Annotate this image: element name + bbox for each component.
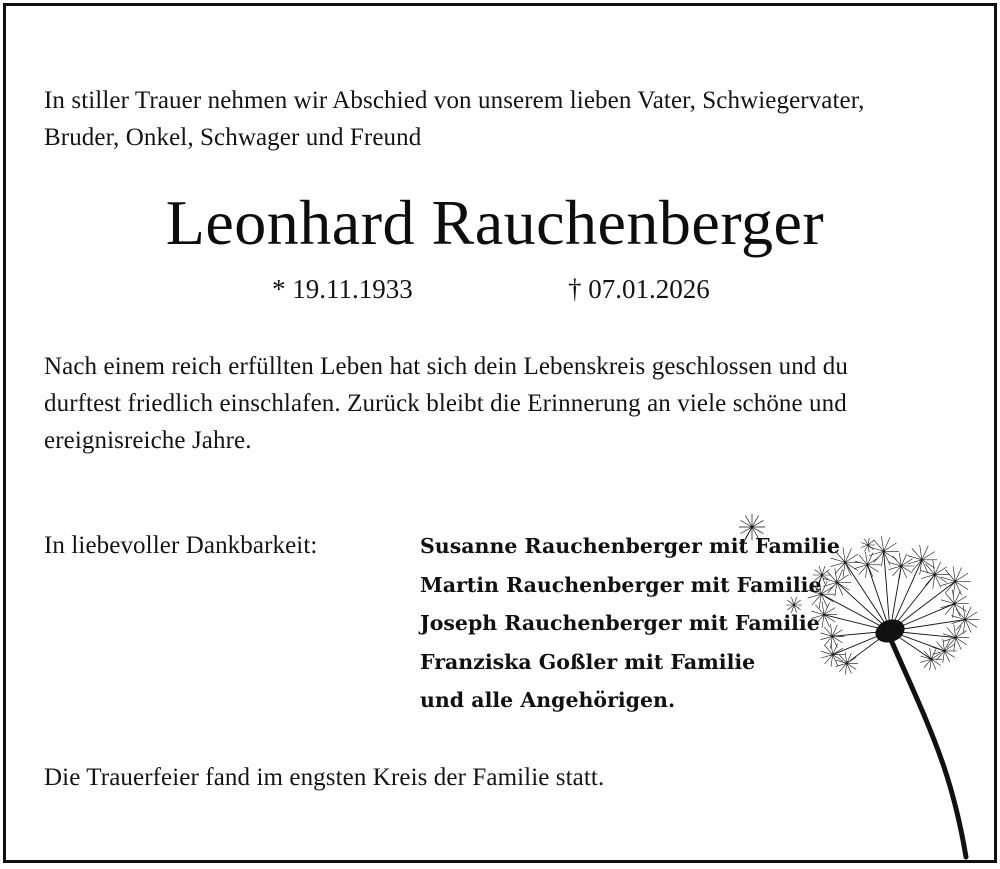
relative-entry: Franziska Goßler mit Familie: [420, 649, 756, 674]
birth-date: * 19.11.1933: [272, 274, 413, 304]
thanks-label: In liebevoller Dankbarkeit:: [44, 532, 318, 559]
body-text: [44, 348, 848, 459]
intro-line: Bruder, Onkel, Schwager und Freund: [44, 124, 422, 151]
relative-entry: Susanne Rauchenberger mit Familie: [420, 534, 840, 558]
body-line: ereignisreiche Jahre.: [44, 427, 252, 454]
intro-text: [44, 82, 865, 156]
relative-entry: Martin Rauchenberger mit Familie: [420, 572, 822, 597]
relative-entry: und alle Angehörigen.: [420, 688, 676, 712]
closing-text: Die Trauerfeier fand im engsten Kreis der Familie statt.: [44, 764, 605, 791]
body-line: durftest friedlich einschlafen. Zurück bleibt die Erinnerung an viele schöne und: [44, 390, 847, 417]
body-line: Nach einem reich erfüllten Leben hat sich dein Lebenskreis geschlossen und du: [44, 353, 848, 380]
relatives-list: [420, 527, 840, 720]
relative-entry: Joseph Rauchenberger mit Familie: [420, 611, 820, 635]
death-date: † 07.01.2026: [568, 274, 710, 304]
deceased-name: Leonhard Rauchenberger: [165, 187, 825, 258]
intro-line: In stiller Trauer nehmen wir Abschied von unserem lieben Vater, Schwiegervater,: [44, 87, 865, 114]
